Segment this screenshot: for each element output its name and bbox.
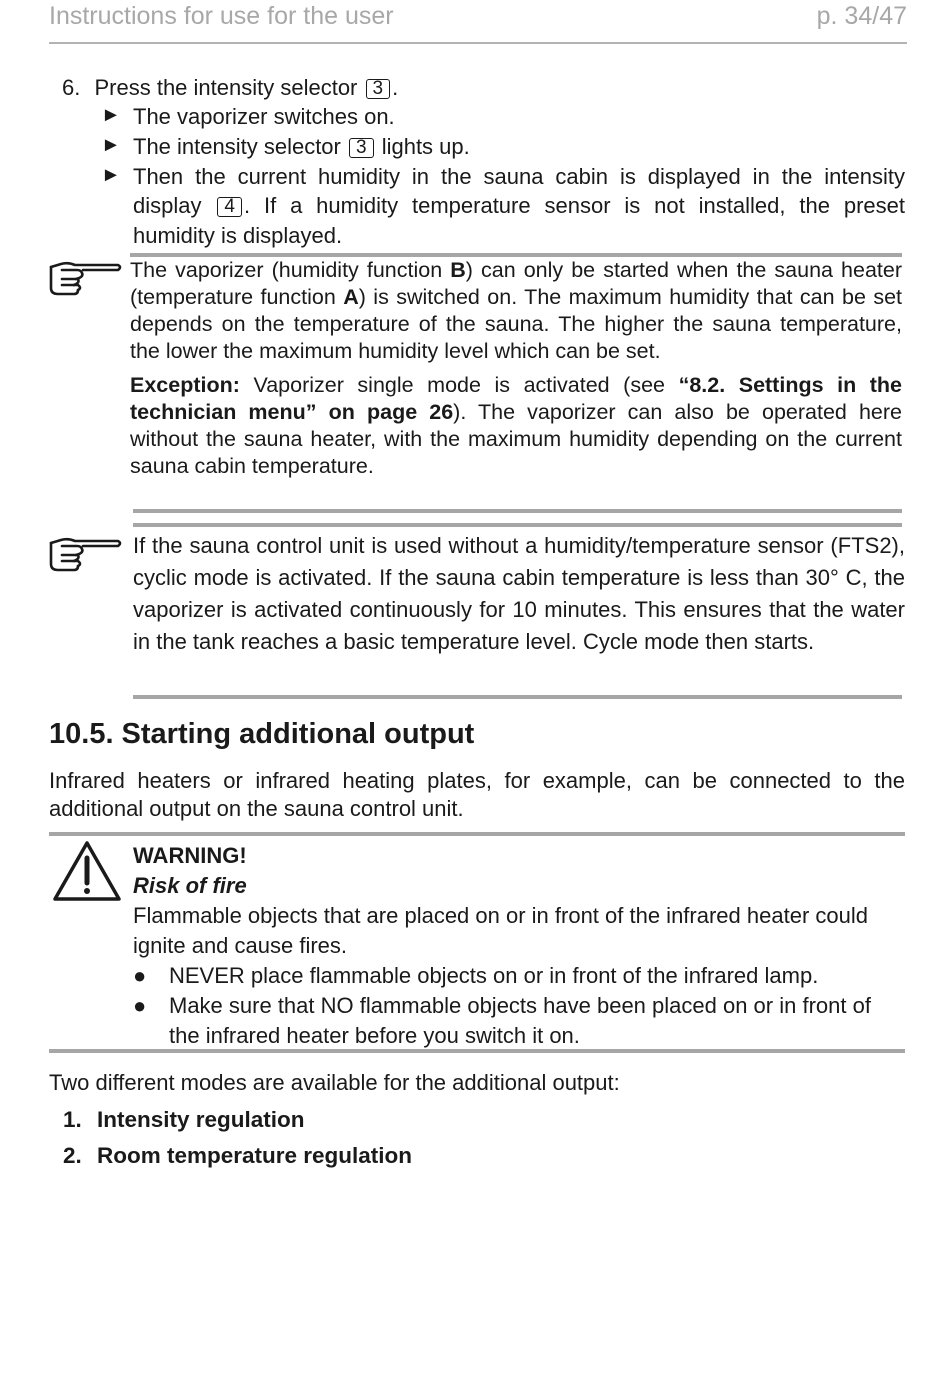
result-3-line-1: Then the current humidity in the sauna cabin is displayed in the intensity xyxy=(133,164,905,189)
warning-bullet: ● NEVER place flammable objects on or in front of the infrared lamp. xyxy=(133,961,905,991)
warning-divider xyxy=(49,1049,905,1053)
bullet-icon: ● xyxy=(133,963,147,988)
note-vaporizer: The vaporizer (humidity function B) can only be started when the sauna heater (temperature function A) is switched on. The maximum humidity that can be set depends on the temperature of the sauna. The higher the sauna temperature, the lower the maximum humidity level which can be set. Exception: Vaporizer single mode is activated (see “8.2. Settings in the technician menu” on page 26). The vaporizer can also be operated here without the sauna heater, with the maximum humidity depending on the current sauna cabin temperature. xyxy=(130,258,903,478)
step-number: 6. xyxy=(62,75,81,100)
note-divider xyxy=(133,509,902,513)
result-arrow-icon: ► xyxy=(101,164,121,186)
pointing-hand-icon xyxy=(48,534,124,576)
result-arrow-icon: ► xyxy=(101,134,121,156)
selector-ref-box: 3 xyxy=(349,138,374,158)
exception-label: Exception: xyxy=(130,373,240,397)
result-3-line-2: display 4 . If a humidity temperature sensor is not installed, the preset xyxy=(133,193,905,218)
page-header xyxy=(49,0,907,44)
modes-intro: Two different modes are available for the additional output: xyxy=(49,1070,620,1095)
warning-triangle-icon xyxy=(52,840,122,902)
warning-subtitle: Risk of fire xyxy=(133,873,247,898)
technician-menu-reference[interactable]: “8.2. Settings in the technician menu” on page 26 xyxy=(130,373,903,424)
note-divider xyxy=(133,523,902,527)
page-number: p. 34/47 xyxy=(816,2,907,30)
result-3-line-3: humidity is displayed. xyxy=(133,223,343,248)
mode-item-1: 1. Intensity regulation xyxy=(63,1107,305,1132)
result-1: The vaporizer switches on. xyxy=(133,104,395,129)
step-text: Press the intensity selector xyxy=(94,75,358,100)
document-title: Instructions for use for the user xyxy=(49,2,394,30)
bullet-icon: ● xyxy=(133,993,147,1018)
step-6: 6. Press the intensity selector 3 . xyxy=(62,75,399,100)
warning-title: WARNING! xyxy=(133,843,247,868)
warning-text: Flammable objects that are placed on or in front of the infrared heater could ignite and cause fires. xyxy=(133,903,868,958)
pointing-hand-icon xyxy=(48,258,124,300)
section-heading: 10.5. Starting additional output xyxy=(49,718,475,750)
section-intro: Infrared heaters or infrared heating plates, for example, can be connected to the additional output on the sauna control unit. xyxy=(49,768,905,821)
note-divider xyxy=(133,695,902,699)
mode-item-2: 2. Room temperature regulation xyxy=(63,1143,413,1168)
result-arrow-icon: ► xyxy=(101,104,121,126)
warning-block xyxy=(133,841,905,1051)
warning-bullet: ● Make sure that NO flammable objects have been placed on or in front of the infrared heater before you switch it on. xyxy=(133,993,871,1048)
selector-ref-box: 3 xyxy=(366,79,391,99)
note-cyclic-mode: If the sauna control unit is used without a humidity/temperature sensor (FTS2), cyclic mode is activated. If the sauna cabin temperature is less than 30° C, the vaporizer is activated continuously for 10 minutes. This ensures that the water in the tank reaches a basic temperature level. Cycle mode then starts. xyxy=(133,533,905,654)
display-ref-box: 4 xyxy=(217,197,242,217)
warning-divider xyxy=(49,832,905,836)
result-2: The intensity selector 3 lights up. xyxy=(133,134,470,159)
